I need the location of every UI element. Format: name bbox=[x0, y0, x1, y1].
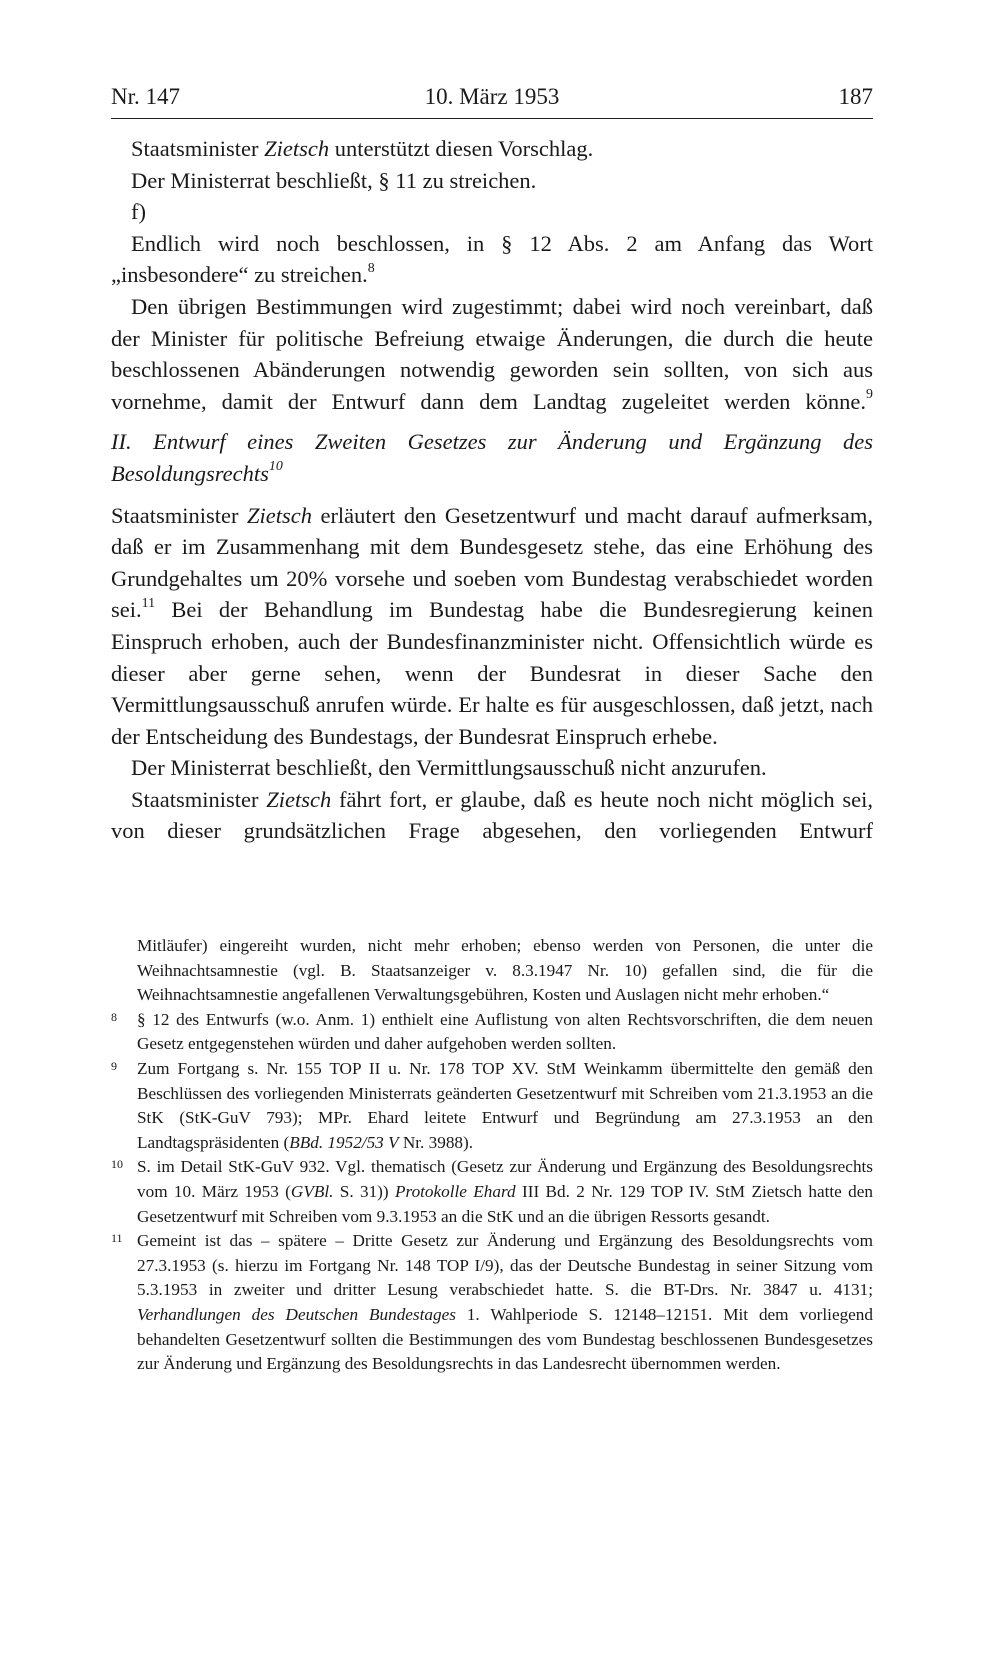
paragraph: Der Ministerrat beschließt, den Vermittlungsausschuß nicht anzurufen. bbox=[131, 755, 767, 781]
paragraph: Staatsminister Zietsch fährt fort, er glaube, daß es heute noch nicht möglich sei, von dieser grundsätzlichen Frage abgesehen, den vorliegenden Entwurf bbox=[111, 786, 873, 844]
meeting-date: 10. März 1953 bbox=[424, 84, 560, 109]
list-marker: f) bbox=[131, 199, 146, 225]
footnote-ref[interactable]: 11 bbox=[141, 595, 156, 611]
footnote-number: 9 bbox=[111, 1058, 117, 1073]
paragraph: Staatsminister Zietsch erläutert den Gesetzentwurf und macht darauf aufmerksam, daß er im Zusammenhang mit dem Bundesgesetz stehe, das eine Erhöhung des Grundgehaltes um 20% vorsehe und soeben vom Bundestag verabschiedet worden sei.$^{11}$ Bei der Behandlung im Bundestag habe die Bundesregierung keinen Einspruch erhoben, auch der Bundesfinanzminister nicht. Offensichtlich würde es dieser aber gerne sehen, wenn der Bundesrat in dieser Sache den Vermittlungsausschuß anrufen würde. Er halte es für ausgeschlossen, daß jetzt, nach der Entscheidung des Bundestags, der Bundesrat Einspruch erhebe. bbox=[111, 502, 873, 749]
footnote-continuation: Mitläufer) eingereiht wurden, nicht mehr erhoben; ebenso werden von Personen, die unter die Weihnachtsamnestie (vgl. B. Staatsanzeiger v. 8.3.1947 Nr. 10) gefallen sind, die für die Weihnachtsamnestie angefallenen Verwaltungsgebühren, Kosten und Auslagen nicht mehr erhoben.“ bbox=[137, 936, 873, 1005]
footnote-ref[interactable]: 9 bbox=[866, 387, 873, 403]
paragraph: Staatsminister Zietsch unterstützt diesen Vorschlag. bbox=[131, 136, 594, 161]
section-heading: II. Entwurf eines Zweiten Gesetzes zur Änderung und Ergänzung des Besoldungsrechts$^{10}$ bbox=[111, 429, 873, 486]
footnote-11: 11 Gemeint ist das – spätere – Dritte Gesetz zur Änderung und Ergänzung des Besoldungsrechts vom 27.3.1953 (s. hierzu im Fortgang Nr. 148 TOP I/9), das der Deutsche Bundestag in seiner Sitzung vom 5.3.1953 in zweiter und dritter Lesung verabschiedet hatte. S. die BT-Drs. Nr. 3847 u. 4131; Verhandlungen des Deutschen Bundestages 1. Wahlperiode S. 12148–12151. Mit dem vorliegend behandelten Gesetzentwurf sollten die Bestimmungen des vom Bundestag beschlossenen Bundesgesetzes zur Änderung und Ergänzung des Besoldungsrechts in das Landesrecht übernommen werden. bbox=[111, 1229, 873, 1377]
footnote-10: 10 S. im Detail StK-GuV 932. Vgl. thematisch (Gesetz zur Änderung und Ergänzung des Besoldungsrechts vom 10. März 1953 (GVBl. S. 31)) Protokolle Ehard III Bd. 2 Nr. 129 TOP IV. StM Zietsch hatte den Gesetzentwurf mit Schreiben vom 9.3.1953 an die StK und an die übrigen Ressorts gesandt. bbox=[111, 1155, 873, 1229]
footnote-ref[interactable]: 8 bbox=[367, 260, 375, 276]
footnote-number: 10 bbox=[111, 1157, 123, 1172]
document-number: Nr. 147 bbox=[111, 84, 180, 109]
paragraph: Endlich wird noch beschlossen, in § 12 Abs. 2 am Anfang das Wort „insbesondere“ zu streichen.$^8$ bbox=[111, 230, 873, 288]
person-name: Zietsch bbox=[246, 502, 312, 528]
paragraph: Der Ministerrat beschließt, § 11 zu streichen. bbox=[131, 167, 537, 193]
footnote-number: 8 bbox=[111, 1009, 117, 1024]
footnotes bbox=[111, 934, 873, 1377]
paragraph: Den übrigen Bestimmungen wird zugestimmt; dabei wird noch vereinbart, daß der Minister für politische Befreiung etwaige Änderungen, die durch die heute beschlossenen Abänderungen notwendig geworden sein sollten, von sich aus vornehme, damit der Entwurf dann dem Landtag zugeleitet werden könne.$^9$ bbox=[111, 293, 873, 414]
footnote-9: 9 Zum Fortgang s. Nr. 155 TOP II u. Nr. 178 TOP XV. StM Weinkamm übermittelte den gemäß den Beschlüssen des vorliegenden Ministerrats geänderten Gesetzentwurf mit Schreiben vom 21.3.1953 an die StK (StK-GuV 793); MPr. Ehard leitete Entwurf und Begründung am 27.3.1953 an den Landtagspräsidenten (BBd. 1952/53 V Nr. 3988). bbox=[111, 1057, 873, 1155]
page-number: 187 bbox=[838, 84, 873, 109]
page bbox=[111, 82, 873, 847]
footnote-ref[interactable]: 10 bbox=[268, 459, 283, 475]
footnote-number: 11 bbox=[111, 1231, 123, 1246]
body-text bbox=[111, 133, 873, 847]
running-header bbox=[111, 82, 873, 119]
person-name: Zietsch bbox=[264, 136, 330, 161]
footnote-8: 8 § 12 des Entwurfs (w.o. Anm. 1) enthielt eine Auflistung von alten Rechtsvorschriften, die dem neuen Gesetz entgegenstehen würden und daher aufgehoben werden sollten. bbox=[111, 1008, 873, 1057]
person-name: Zietsch bbox=[266, 786, 332, 812]
